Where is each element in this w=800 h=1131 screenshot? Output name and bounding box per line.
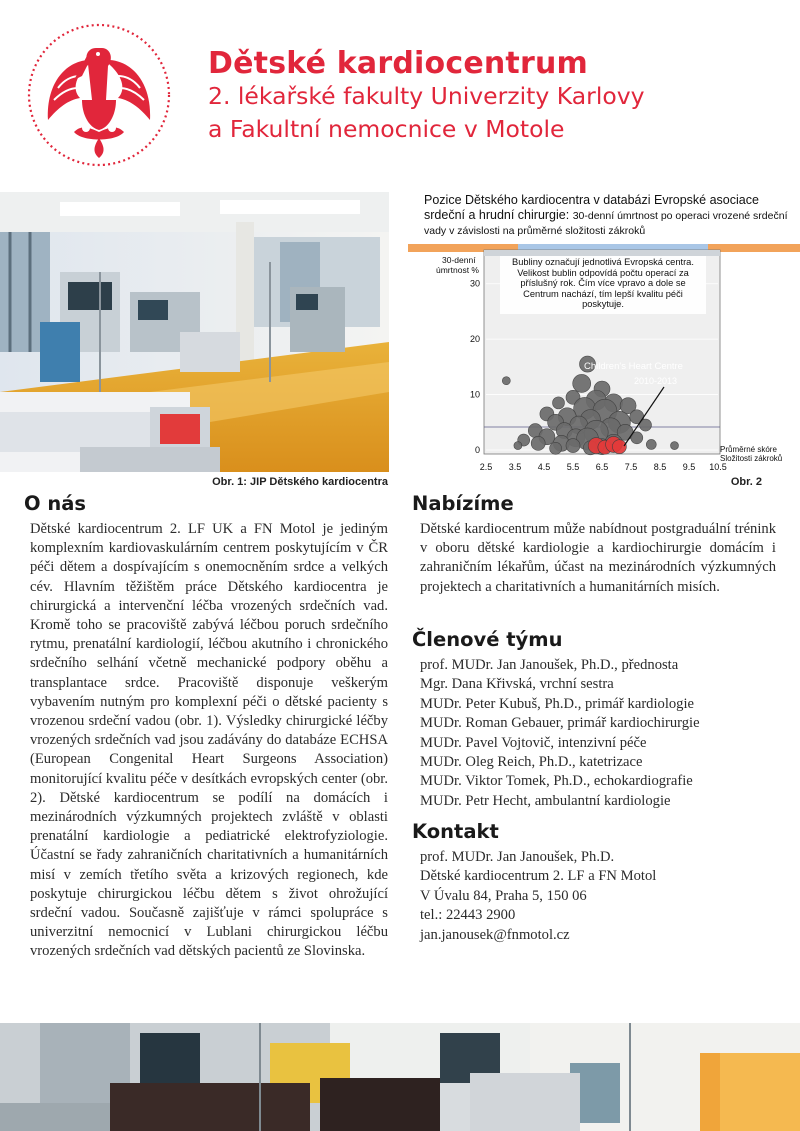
team-member: MUDr. Oleg Reich, Ph.D., katetrizace bbox=[420, 754, 643, 771]
chart-caption: Obr. 2 bbox=[730, 476, 762, 488]
ward-photo bbox=[0, 1023, 800, 1131]
team-member: MUDr. Viktor Tomek, Ph.D., echokardiografie bbox=[420, 773, 693, 790]
page-subtitle-line2: a Fakultní nemocnice v Motole bbox=[208, 115, 565, 143]
about-heading: O nás bbox=[24, 492, 87, 515]
page-subtitle-line1: 2. lékařské fakulty Univerzity Karlovy bbox=[208, 82, 645, 110]
contact-line: Dětské kardiocentrum 2. LF a FN Motol bbox=[420, 868, 657, 885]
y-tick-label: 0 bbox=[474, 445, 480, 455]
centre-bubble bbox=[531, 436, 545, 450]
team-member: MUDr. Petr Hecht, ambulantní kardiologie bbox=[420, 792, 671, 809]
contact-list bbox=[420, 848, 656, 945]
chart-title-line1: Pozice Dětského kardiocentra v databázi Evropské asociace bbox=[424, 193, 759, 207]
x-tick-label: 7.5 bbox=[624, 462, 638, 472]
centre-bubble bbox=[566, 439, 580, 453]
chart-title-line2: srdeční a hrudní chirurgie: bbox=[424, 208, 570, 222]
chart-title-line3: vady v závislosti na průměrné složitosti zákroků bbox=[424, 225, 646, 237]
about-text: Dětské kardiocentrum 2. LF UK a FN Motol je jediným komplexním kardiovaskulárním centrem poskytujícím v ČR péči dětem a dospívajícím s onemocněním srdce a velkých cév. Hlavním těžištěm práce Dětského kardiocentra je chirurgická a intervenční léčba vrozených srdečních vad. Kromě toho se pracoviště zabývá léčbou poruch srdečního rytmu, prenatální kardiologií, léčbou akutního i chronického srdečního selhání včetně mechanické podpory oběhu a transplantace srdce. Pracoviště disponuje veškerým vybavením nutným pro komplexní péči o dětské pacienty s vrozenou srdeční vadou (obr. 1). Výsledky chirurgické léčby vrozených srdečních vad jsou zadávány do databáze ECHSA (European Congenital Heart Surgeons Association) monitorující kvalitu péče v desítkách evropských center (obr. 2). Dětské kardiocentrum se podílí na domácích i mezinárodních výzkumných projektech zvláště v oblasti prenatální kardiologie a pediatrické elektrofyziologie. Účastní se řady zahraničních charitativních a humanitárních misí v zemích třetího světa a krizových regionech, kde poskytuje chirurgickou léčbu dětem s život ohrožující srdeční vadou. Současně zajišťuje v rámci spolupráce s univerzitní nemocnicí v Lublani chirurgickou léčbu vrozených srdečních vad dětských pacientů ze Slovinska. bbox=[30, 521, 388, 960]
highlight-bubble bbox=[612, 440, 626, 454]
team-member: MUDr. Roman Gebauer, primář kardiochirurgie bbox=[420, 715, 700, 732]
y-tick-label: 20 bbox=[469, 334, 480, 345]
centre-bubble bbox=[671, 442, 679, 450]
bubble-chart bbox=[424, 248, 800, 476]
chart-color-bar bbox=[408, 237, 800, 245]
chart-title-line2-small: 30-denní úmrtnost po operaci vrozené srdeční bbox=[572, 210, 788, 222]
centre-bubble bbox=[550, 442, 562, 454]
annotation-years: 2010-2013 bbox=[634, 376, 678, 386]
team-heading: Členové týmu bbox=[412, 628, 563, 651]
centre-bubble bbox=[553, 397, 565, 409]
y-tick-label: 10 bbox=[469, 389, 480, 400]
plot-toolbar bbox=[484, 250, 720, 256]
team-member: prof. MUDr. Jan Janoušek, Ph.D., přednosta bbox=[420, 657, 679, 673]
centre-bubble bbox=[573, 374, 591, 392]
page-title: Dětské kardiocentrum bbox=[208, 46, 588, 81]
team-member: MUDr. Peter Kubuš, Ph.D., primář kardiologie bbox=[420, 695, 695, 712]
offer-heading: Nabízíme bbox=[412, 492, 514, 515]
centre-bubble bbox=[502, 377, 510, 385]
centre-bubble bbox=[514, 442, 522, 450]
team-member: Mgr. Dana Křivská, vrchní sestra bbox=[420, 676, 614, 693]
photo1-caption: Obr. 1: JIP Dětského kardiocentra bbox=[212, 476, 388, 488]
pelican-logo bbox=[24, 20, 174, 170]
x-tick-label: 4.5 bbox=[537, 462, 551, 472]
team-member: MUDr. Pavel Vojtovič, intenzivní péče bbox=[420, 734, 647, 751]
contact-line: prof. MUDr. Jan Janoušek, Ph.D. bbox=[420, 849, 615, 865]
team-list bbox=[420, 656, 700, 811]
chart-note: Bubliny označují jednotlivá Evropská centra. Velikost bublin odpovídá počtu operací za příslušný rok. Čím více vpravo a dole se Centrum nachází, tím lepší kvalitu péči poskytuje. bbox=[512, 257, 694, 310]
icu-photo bbox=[0, 192, 389, 472]
chart-title bbox=[424, 193, 800, 239]
x-tick-label: 2.5 bbox=[479, 462, 493, 472]
y-axis-label: 30-denní úmrtnost % bbox=[436, 255, 479, 275]
x-axis-label: Průměrné skóre Složitosti zákroků bbox=[720, 445, 783, 463]
x-tick-label: 3.5 bbox=[508, 462, 522, 472]
contact-line: V Úvalu 84, Praha 5, 150 06 bbox=[420, 887, 587, 904]
contact-heading: Kontakt bbox=[412, 820, 499, 843]
centre-bubble bbox=[646, 439, 656, 449]
x-tick-label: 9.5 bbox=[682, 462, 696, 472]
contact-line: jan.janousek@fnmotol.cz bbox=[420, 926, 570, 943]
x-tick-label: 5.5 bbox=[566, 462, 580, 472]
contact-line: tel.: 22443 2900 bbox=[420, 907, 516, 924]
annotation-label: Children's Heart Centre bbox=[584, 361, 683, 372]
x-tick-label: 6.5 bbox=[595, 462, 609, 472]
x-tick-label: 10.5 bbox=[709, 462, 727, 472]
y-tick-label: 30 bbox=[469, 278, 480, 289]
offer-text: Dětské kardiocentrum může nabídnout postgraduální trénink v oboru dětské kardiologie a kardiochirurgie domácím i zahraničním lékařům, účast na mezinárodních výzkumných projektech a charitativních a humanitárních misích. bbox=[420, 521, 776, 595]
x-tick-label: 8.5 bbox=[653, 462, 667, 472]
